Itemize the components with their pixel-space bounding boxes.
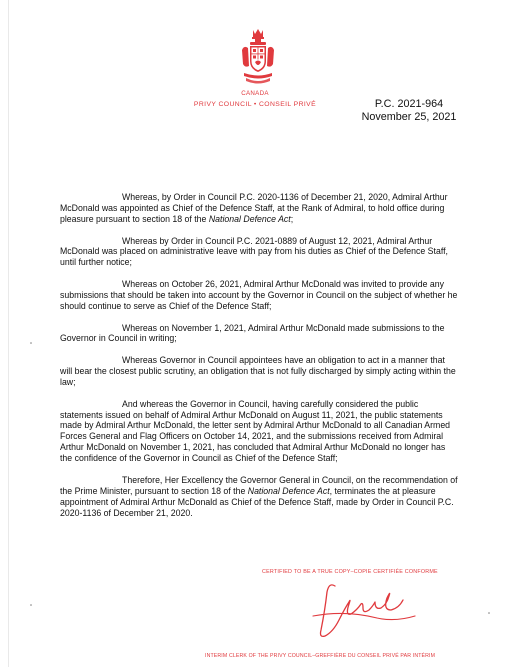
privy-council-label: PRIVY COUNCIL • CONSEIL PRIVÉ — [193, 101, 317, 108]
act-title: National Defence Act — [208, 213, 291, 224]
act-title: National Defence Act — [247, 485, 330, 496]
order-date: November 25, 2021 — [361, 111, 457, 123]
order-reference — [354, 98, 464, 124]
interim-clerk-label: INTERIM CLERK OF THE PRIVY COUNCIL–GREFFIÈRE DU CONSEIL PRIVÉ PAR INTÉRIM — [205, 653, 436, 659]
page-edge — [8, 0, 9, 667]
order-body — [60, 192, 458, 529]
paragraph-2: Whereas by Order in Council P.C. 2021-0889 of August 12, 2021, Admiral Arthur McDonald was placed on administrative leave with pay from his duties as Chief of the Defence Staff, until further notice; — [60, 235, 448, 268]
paragraph-4: Whereas on November 1, 2021, Admiral Arthur McDonald made submissions to the Governor in Council in writing; — [60, 322, 445, 344]
issuer-header — [150, 88, 360, 110]
signature-icon — [305, 580, 425, 642]
country-label: CANADA — [241, 90, 269, 97]
order-number: P.C. 2021-964 — [374, 98, 444, 110]
paragraph-6: And whereas the Governor in Council, having carefully considered the public statements issued on behalf of Admiral Arthur McDonald on August 11, 2021, the public statements made by Admiral Arthur McDonald, the letter sent by Admiral Arthur McDonald to all Canadian Armed Forces General and Flag Officers on October 14, 2021, and the submissions received from Admiral Arthur McDonald on November 1, 2021, has concluded that Admiral Arthur McDonald no longer has the confidence of the Governor in Council as Chief of the Defence Staff; — [60, 398, 451, 464]
paragraph-3: Whereas on October 26, 2021, Admiral Arthur McDonald was invited to provide any submissions that should be taken into account by the Governor in Council on the subject of whether he should continue to serve as Chief of the Defence Staff; — [60, 279, 458, 311]
paragraph-7: Therefore, Her Excellency the Governor General in Council, on the recommendation of the Prime Minister, pursuant to section 18 of the National Defence Act, terminates the at pleasure appointment of Admiral Arthur McDonald as Chief of the Defence Staff, made by Order in Council P.C. 2020-1136 of December 21, 2020. — [60, 474, 458, 518]
scan-speck — [488, 612, 490, 614]
scan-speck — [30, 604, 32, 606]
royal-arms-crest-icon — [241, 28, 275, 84]
paragraph-5: Whereas Governor in Council appointees have an obligation to act in a manner that will bear the closest public scrutiny, an obligation that is not fully discharged by simply acting within the law; — [60, 355, 456, 387]
scan-speck — [30, 342, 32, 344]
certified-true-copy-label: CERTIFIED TO BE A TRUE COPY–COPIE CERTIFIÉE CONFORME — [262, 569, 438, 575]
paragraph-1: Whereas, by Order in Council P.C. 2020-1136 of December 21, 2020, Admiral Arthur McDonald was appointed as Chief of the Defence Staff, at the Rank of Admiral, to hold office during pleasure pursuant to section 18 of the National Defence Act; — [60, 192, 448, 224]
